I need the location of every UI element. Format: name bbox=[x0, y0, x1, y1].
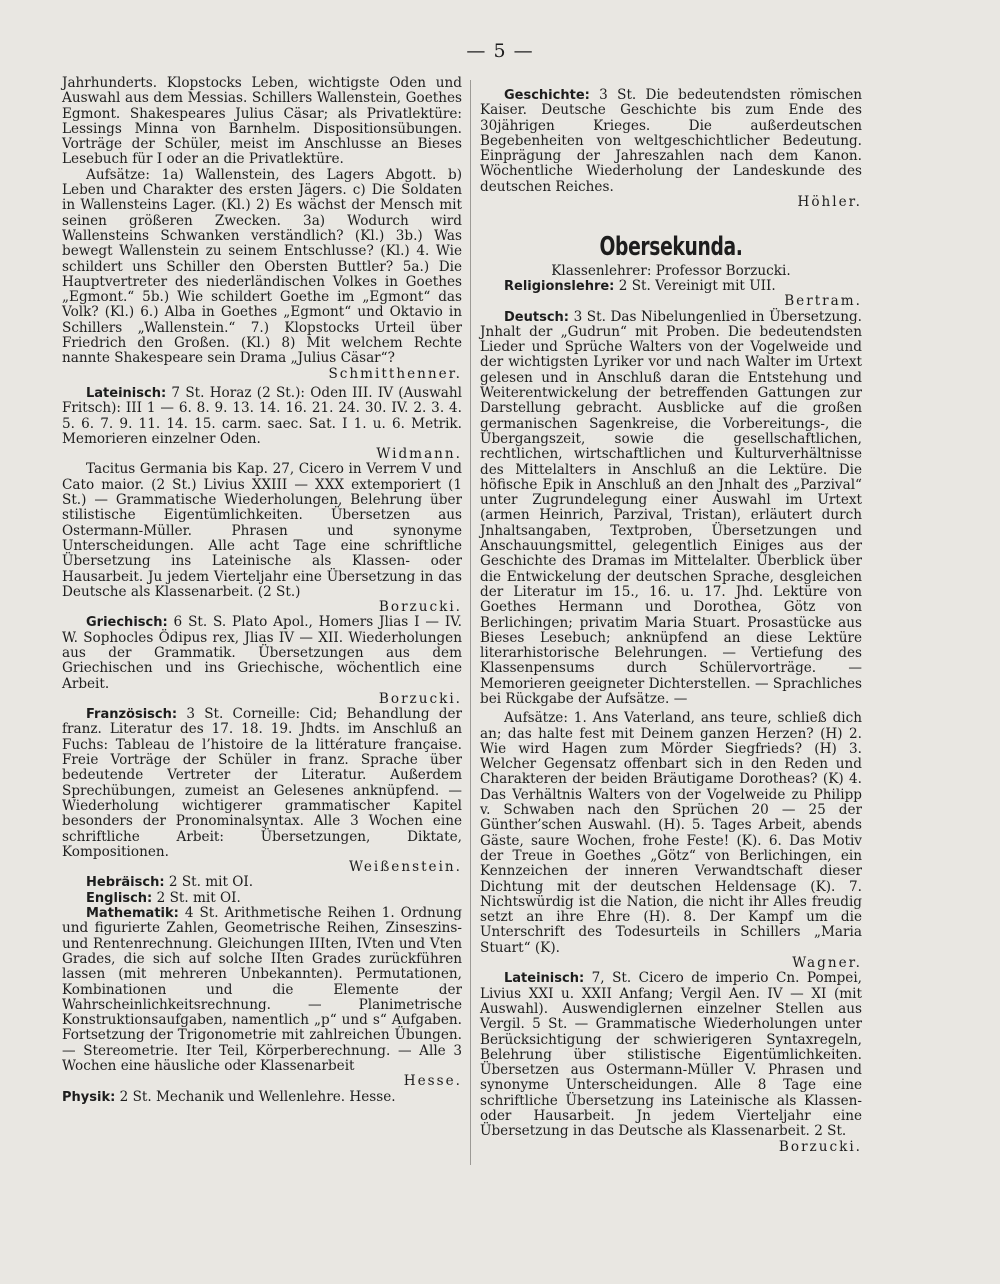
geschichte-paragraph bbox=[480, 88, 862, 195]
physik-paragraph bbox=[62, 1090, 462, 1105]
intro-paragraph: Jahrhunderts. Klopstocks Leben, wichtigste Oden und Auswahl aus dem Messias. Schillers Wallenstein, Goethes Egmont. Shakespeares Julius Cäsar; als Privatlektüre: Lessings Minna von Barnhelm. Dispositionsübungen. Vorträge der Schüler, meist im Anschlusse an Bieses Lesebuch für I oder an die Privatlektüre. bbox=[62, 75, 462, 168]
mathematik-label: Mathematik: bbox=[86, 906, 179, 922]
geschichte-label: Geschichte: bbox=[504, 88, 590, 103]
religion-paragraph bbox=[480, 279, 862, 294]
aufsaetze-signature: Schmitthenner. bbox=[328, 365, 462, 382]
griechisch-signature: Borzucki. bbox=[378, 690, 462, 707]
column-divider bbox=[470, 80, 471, 1165]
mathematik-text: 4 St. Arithmetische Reihen 1. Ordnung und figurierte Zahlen, Geometrische Reihen, Zinseszins- und Rentenrechnung. Gleichungen IIIten, IVten und Vten Grades, die sich auf solche IIten Grades zurückführen lassen (mit mehreren Unbekannten). Permutationen, Kombinationen und die Elemente der Wahrscheinlichkeitsrechnung. — Planimetrische Konstruktionsaufgaben, namentlich „p“ und s“ Aufgaben. Fortsetzung der Trigonometrie mit zahlreichen Übungen. — Stereometrie. Iter Teil, Körperberechnung. — Alle 3 Wochen eine häusliche oder Klassenarbeit bbox=[62, 905, 462, 1074]
hebraeisch-paragraph bbox=[62, 875, 462, 890]
griechisch-paragraph bbox=[62, 615, 462, 691]
hebraeisch-text: 2 St. mit OI. bbox=[168, 874, 254, 891]
englisch-text: 2 St. mit OI. bbox=[156, 889, 241, 906]
geschichte-signature: Höhler. bbox=[797, 194, 862, 211]
franzoesisch-paragraph bbox=[62, 707, 462, 860]
geschichte-text: 3 St. Die bedeutendsten römischen Kaiser. Deutsche Geschichte bis zum Ende des 30jährigen Krieges. Die außerdeutschen Begebenheiten von weltgeschichtlicher Bedeutung. Einprägung der Jahreszahlen nach dem Kanon. Wöchentliche Wiederholung der Landeskunde des deutschen Reiches. bbox=[480, 87, 862, 195]
right-column bbox=[480, 88, 862, 1155]
latein-paragraph bbox=[62, 386, 462, 447]
klassenlehrer: Klassenlehrer: Professor Borzucki. bbox=[551, 262, 791, 279]
aufsaetze-right-paragraph: Aufsätze: 1. Ans Vaterland, ans teure, schließ dich an; das halte fest mit Deinem ganzen Herzen? (H) 2. Wie wird Hagen zum Mörder Siegfrieds? (H) 3. Welcher Gegensatz offenbart sich in den Reden und Charakteren der beiden Bräutigame Dorotheas? (K) 4. Das Verhältnis Walters von der Vogelweide zu Philipp v. Schwaben nach den Sprüchen 20 — 25 der Günther’schen Auswahl. (H). 5. Tages Arbeit, abends Gäste, saure Wochen, frohe Feste! (K). 6. Das Motiv der Treue in Goethes „Götz“ von Berlichingen, ein Kennzeichen der inneren Verwandtschaft dieser Dichtung mit der deutschen Heldensage (K). 7. Nichtswürdig ist die Nation, die nicht ihr Alles freudig setzt an ihre Ehre (H). 8. Der Kampf um die Unterschrift des Todesurteils in Schillers „Maria Stuart“ (K). bbox=[480, 710, 862, 956]
deutsch-paragraph bbox=[480, 310, 862, 708]
religion-label: Religionslehre: bbox=[504, 278, 615, 294]
page-number: — 5 — bbox=[466, 40, 534, 62]
deutsch-label: Deutsch: bbox=[504, 309, 569, 325]
physik-text: 2 St. Mechanik und Wellenlehre. Hesse. bbox=[119, 1088, 396, 1105]
religion-signature: Bertram. bbox=[784, 293, 862, 310]
tacitus-paragraph: Tacitus Germania bis Kap. 27, Cicero in Verrem V und Cato maior. (2 St.) Livius XXIII — XXX extemporiert (1 St.) — Grammatische Wiederholungen, Belehrung über stilistische Eigentümlichkeiten. Übersetzen aus Ostermann-Müller. Phrasen und synonyme Unterscheidungen. Alle acht Tage eine schriftliche Übersetzung ins Lateinische als Klassen- oder Hausarbeit. Ju jedem Vierteljahr eine Übersetzung in das Deutsche als Klassenarbeit. (2 St.) bbox=[62, 461, 462, 600]
latein-text: 7 St. Horaz (2 St.): Oden III. IV (Auswahl Fritsch): III 1 — 6. 8. 9. 13. 14. 16. 21. 24. 30. IV. 2. 3. 4. 5. 6. 7. 9. 11. 14. 15. carm. saec. Sat. I 1. u. 6. Metrik. Memorieren einzelner Oden. bbox=[62, 384, 462, 447]
latein-right-signature: Borzucki. bbox=[778, 1138, 862, 1155]
latein-right-text: 7, St. Cicero de imperio Cn. Pompei, Livius XXI u. XXII Anfang; Vergil Aen. IV — XI (mit Auswahl). Auswendiglernen einzelner Stellen aus Vergil. 5 St. — Grammatische Wiederholungen unter Berücksichtigung der schwierigeren Syntaxregeln, Belehrung über stilistische Eigentümlichkeiten. Übersetzen aus Ostermann-Müller V. Phrasen und synonyme Unterscheidungen. Alle 8 Tage eine schriftliche Übersetzung ins Lateinische als Klassen- oder Hausarbeit. Jn jedem Vierteljahr eine Übersetzung in das Deutsche als Klassenarbeit. 2 St. bbox=[480, 970, 862, 1140]
griechisch-text: 6 St. S. Plato Apol., Homers Jlias I — IV. W. Sophocles Ödipus rex, Jlias IV — XII. Wiederholungen aus der Grammatik. Übersetzungen aus dem Griechischen und ins Griechische, wöchentlich eine Arbeit. bbox=[62, 614, 462, 692]
latein-signature: Widmann. bbox=[376, 446, 462, 463]
franzoesisch-signature: Weißenstein. bbox=[348, 859, 462, 876]
aufsaetze-right-signature: Wagner. bbox=[792, 955, 862, 972]
physik-label: Physik: bbox=[62, 1089, 116, 1105]
latein-label: Lateinisch: bbox=[86, 385, 167, 401]
franzoesisch-label: Französisch: bbox=[86, 707, 178, 723]
franzoesisch-text: 3 St. Corneille: Cid; Behandlung der franz. Literatur des 17. 18. 19. Jhdts. im Anschluß an Fuchs: Tableau de l’histoire de la littérature française. Freie Vorträge der Schüler in franz. Sprache über bedeutende Vertreter der Literatur. Außerdem Sprechübungen, zumeist an Gelesenes anknüpfend. — Wiederholung wichtigerer grammatischer Kapitel besonders der Pronominalsyntax. Alle 3 Wochen eine schriftliche Arbeit: Übersetzungen, Diktate, Kompositionen. bbox=[62, 706, 462, 860]
left-column bbox=[62, 76, 462, 1105]
tacitus-signature: Borzucki. bbox=[378, 599, 462, 616]
religion-text: 2 St. Vereinigt mit UII. bbox=[618, 277, 776, 294]
latein-right-label: Lateinisch: bbox=[504, 971, 585, 987]
englisch-paragraph bbox=[62, 891, 462, 906]
mathematik-paragraph bbox=[62, 906, 462, 1074]
hebraeisch-label: Hebräisch: bbox=[86, 875, 165, 891]
aufsaetze-paragraph: Aufsätze: 1a) Wallenstein, des Lagers Abgott. b) Leben und Charakter des ersten Jägers. c) Die Soldaten in Wallensteins Lager. (Kl.) 2) Es wächst der Mensch mit seinen größeren Zwecken. 3a) Wodurch wird Wallensteins Schwanken verständlich? (Kl.) 3b.) Was bewegt Wallenstein zu seinem Entschlusse? (Kl.) 4. Wie schildert uns Schiller den Obersten Buttler? 5a.) Die Hauptvertreter des niederländischen Volkes in Goethes „Egmont.“ 5b.) Wie schildert Goethe im „Egmont“ das Volk? (Kl.) 6.) Alba in Goethes „Egmont“ und Oktavio in Schillers „Wallenstein.“ 7.) Klopstocks Urteil über Friedrich den Großen. (Kl.) 8) Mit welchem Rechte nannte Shakespeare sein Drama „Julius Cäsar“? bbox=[62, 166, 462, 367]
englisch-label: Englisch: bbox=[86, 890, 153, 906]
latein-right-paragraph bbox=[480, 971, 862, 1139]
deutsch-text: 3 St. Das Nibelungenlied in Übersetzung. Jnhalt der „Gudrun“ mit Proben. Die bedeutendsten Lieder und Sprüche Walters von der Vogelweide und der wichtigsten Lyriker vor und nach Walter im Urtext gelesen und in Anschluß daran die Entstehung und Weiterentwickelung der betreffenden Gattungen zur Darstellung gebracht. Ausblicke auf die großen germanischen Sagenkreise, die Vorbereitungs-, die Übergangszeit, sowie die gesellschaftlichen, rechtlichen, wirtschaftlichen und Kulturverhältnisse des Mittelalters in Anschluß an die Lektüre. Die höfische Epik in Anschluß an den Jnhalt des „Parzival“ unter Zugrundelegung einer Auswahl im Urtext (armen Heinrich, Parzival, Tristan), erläutert durch Jnhaltsangaben, Textproben, Übersetzungen und Anschauungsmittel, gelegentlich Einiges aus der Geschichte des Dramas im Mittelalter. Überblick über die Entwickelung der deutschen Sprache, desgleichen der Literatur im 15., 16. u. 17. Jhd. Lektüre von Goethes Hermann und Dorothea, Götz von Berlichingen; privatim Maria Stuart. Prosastücke aus Bieses Lesebuch; anknüpfend an diese Lektüre literarhistorische Belehrungen. — Vertiefung des Klassenpensums durch Schülervorträge. — Memorieren geeigneter Dichterstellen. — Sprachliches bei Rückgabe der Aufsätze. — bbox=[480, 308, 862, 707]
mathematik-signature: Hesse. bbox=[403, 1073, 462, 1090]
section-title: Obersekunda. bbox=[599, 232, 743, 263]
griechisch-label: Griechisch: bbox=[86, 615, 168, 631]
